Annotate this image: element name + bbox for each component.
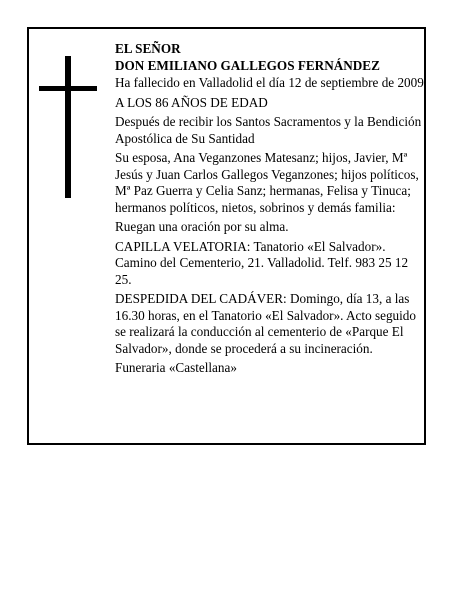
chapel-info: CAPILLA VELATORIA: Tanatorio «El Salvador». Camino del Cementerio, 21. Valladolid. Telf. 983 25 12 25. [115,238,409,287]
cross-vertical-bar [65,56,71,198]
notice-body [115,41,425,380]
deceased-name: DON EMILIANO GALLEGOS FERNÁNDEZ [115,57,380,73]
farewell-info: DESPEDIDA DEL CADÁVER: Domingo, día 13, a las 16.30 horas, en el Tanatorio «El Salvador». Acto seguido se realizará la conducción al cementerio de «Parque El Salvador», donde se procederá a su incineración. [115,291,416,356]
family-list: Su esposa, Ana Veganzones Matesanz; hijos, Javier, Mª Jesús y Juan Carlos Gallegos Veganzones; hijos políticos, Mª Paz Guerra y Celia Sanz; hermanas, Felisa y Tinuca; hermanos políticos, nietos, sobrinos y demás familia: [115,150,419,215]
sacraments-text: Después de recibir los Santos Sacramentos y la Bendición Apostólica de Su Santidad [115,114,422,146]
age-at-death: A LOS 86 AÑOS DE EDAD [115,94,268,110]
obituary-notice [27,27,426,445]
prayer-request: Ruegan una oración por su alma. [115,219,289,234]
funeral-home: Funeraria «Castellana» [115,360,237,375]
death-announcement: Ha fallecido en Valladolid el día 12 de septiembre de 2009 [115,75,424,90]
cross-horizontal-bar [39,86,97,91]
cross-icon [39,56,97,198]
notice-title-honorific: EL SEÑOR [115,41,181,56]
